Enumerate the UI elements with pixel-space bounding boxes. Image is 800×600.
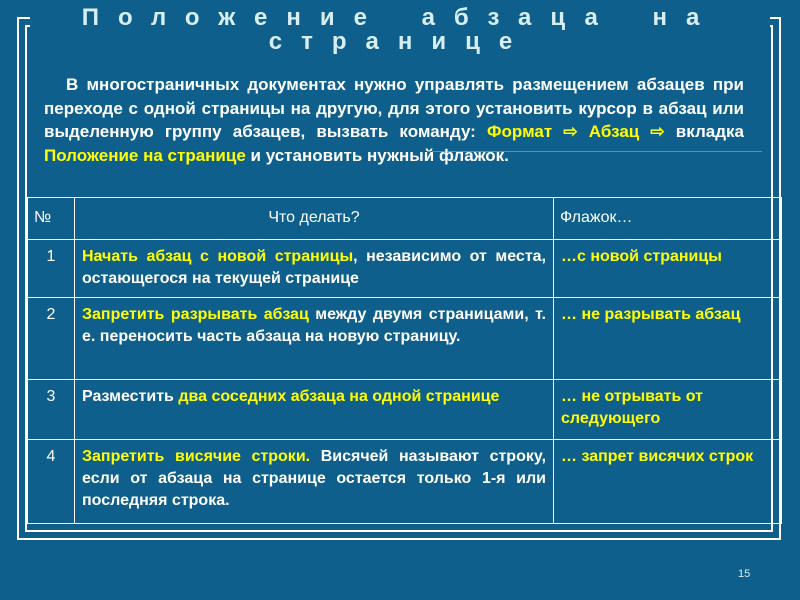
- row-flag: … не отрывать от следующего: [554, 380, 782, 440]
- action-highlight: Начать абзац с новой страницы: [82, 247, 354, 265]
- row-number: 1: [28, 239, 75, 297]
- menu-paragraph: Абзац: [588, 122, 640, 141]
- table-row: [28, 380, 782, 440]
- row-flag: … запрет висячих строк: [554, 440, 782, 524]
- arrow-right-icon: ⇨: [552, 122, 589, 141]
- action-text: между двумя страницами, т. е. переносить часть абзаца на новую страницу.: [82, 305, 546, 345]
- header-number: №: [28, 198, 75, 240]
- arrow-right-icon: ⇨: [639, 122, 676, 141]
- intro-paragraph: [44, 73, 744, 167]
- row-number: 2: [28, 297, 75, 380]
- row-number: 3: [28, 380, 75, 440]
- options-table: [27, 197, 782, 524]
- action-text: Висячей называют строку, если от абзаца на странице остается только 1-я или последняя строка.: [82, 448, 547, 510]
- slide-title: Положение абзаца на странице: [81, 4, 719, 55]
- action-highlight: два соседних абзаца на одной странице: [178, 388, 500, 406]
- row-action: [75, 297, 554, 380]
- action-highlight: Запретить висячие строки.: [82, 448, 311, 466]
- header-flag: Флажок…: [554, 198, 782, 240]
- action-highlight: Запретить разрывать абзац: [82, 305, 309, 323]
- action-text: Разместить: [82, 388, 179, 406]
- intro-text-3: и установить нужный флажок.: [245, 145, 509, 165]
- intro-text-2: вкладка: [675, 122, 744, 141]
- table-row: [28, 440, 782, 524]
- row-action: [75, 380, 554, 440]
- table-row: [28, 297, 782, 380]
- row-flag: … не разрывать абзац: [554, 297, 782, 380]
- menu-format: Формат: [487, 122, 553, 141]
- intro-text-1: В многостраничных документах нужно управлять размещением абзацев при переходе с одной страницы на другую, для этого установить курсор в абзац или выделенную группу абзацев, вызвать команду:: [44, 75, 744, 141]
- page-number: 15: [738, 568, 751, 580]
- table-header-row: [28, 198, 782, 240]
- action-text: , независимо от места, остающегося на текущей странице: [82, 247, 546, 287]
- row-flag: …с новой страницы: [554, 239, 782, 297]
- table-row: [28, 239, 782, 297]
- row-number: 4: [28, 440, 75, 524]
- row-action: [75, 239, 554, 297]
- header-action: Что делать?: [75, 198, 554, 240]
- row-action: [75, 440, 554, 524]
- tab-page-position: Положение на странице: [44, 145, 246, 165]
